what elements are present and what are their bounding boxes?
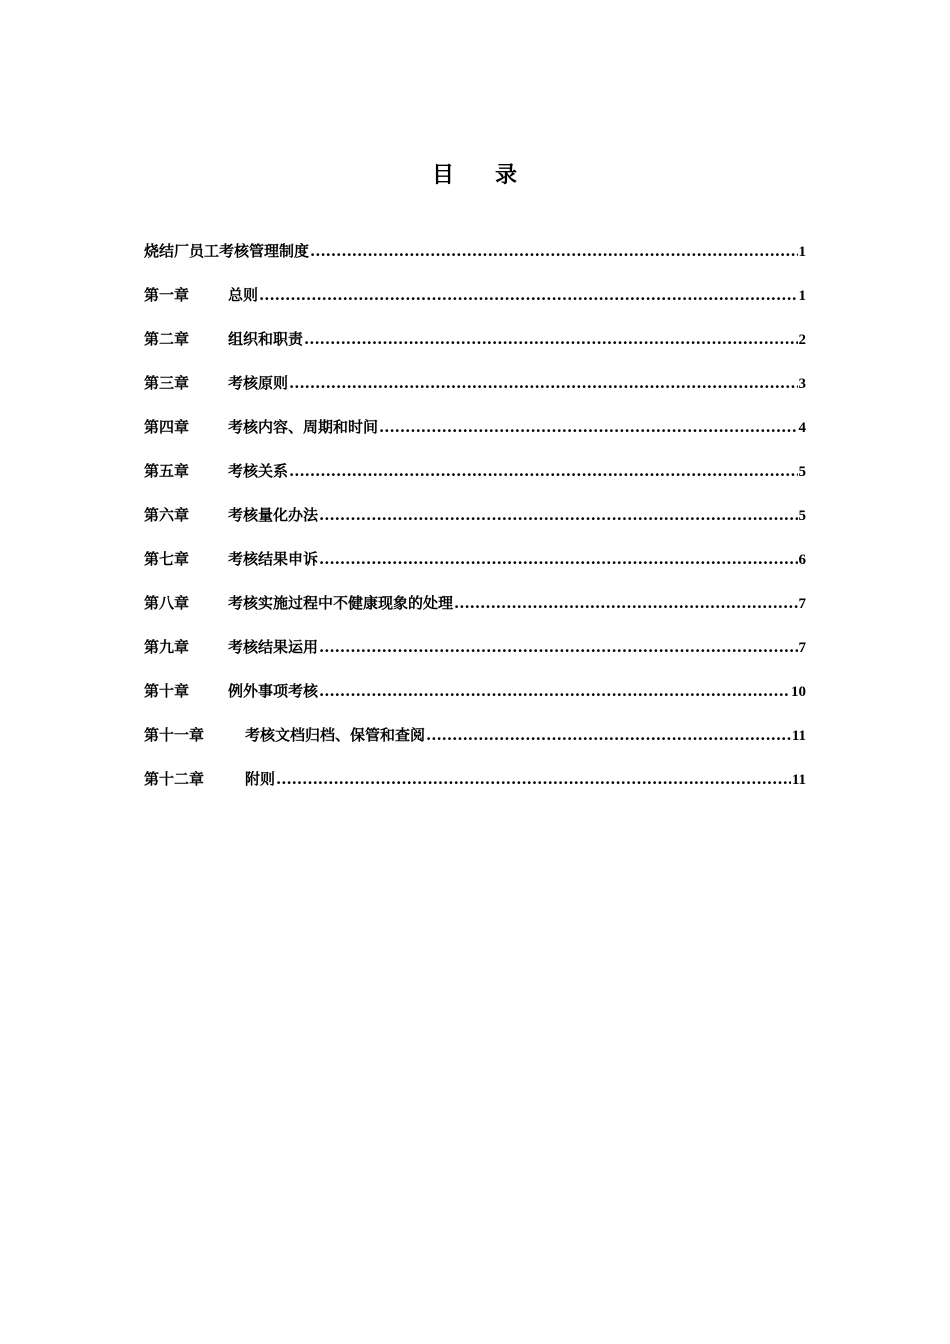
toc-entry-chapter: 第三章 — [144, 374, 190, 392]
toc-entry-page: 7 — [798, 640, 806, 656]
toc-entry-chapter: 第七章 — [144, 550, 190, 568]
toc-leader-dots — [289, 374, 797, 392]
toc-entry-text: 例外事项考核 — [228, 682, 319, 700]
toc-leader-dots — [319, 550, 797, 568]
toc-entry-chapter: 第五章 — [144, 462, 190, 480]
toc-leader-dots — [454, 594, 797, 612]
toc-entry-chapter: 第八章 — [144, 594, 190, 612]
toc-entry-page: 10 — [791, 684, 806, 700]
toc-entry-text: 考核实施过程中不健康现象的处理 — [228, 594, 454, 612]
toc-entry-page: 11 — [791, 728, 806, 744]
toc-entry-chapter-2[interactable] — [144, 328, 806, 372]
toc-entry-page: 5 — [798, 464, 806, 480]
toc-entry-chapter-1[interactable] — [144, 284, 806, 328]
toc-entry-chapter-8[interactable] — [144, 592, 806, 636]
toc-entry-text: 考核结果申诉 — [228, 550, 319, 568]
toc-entry-page: 1 — [798, 288, 806, 304]
toc-entry-text: 考核内容、周期和时间 — [228, 418, 379, 436]
toc-entry-chapter-6[interactable] — [144, 504, 806, 548]
toc-title-char-2: 录 — [495, 162, 519, 188]
toc-leader-dots — [304, 330, 797, 348]
toc-list — [144, 240, 806, 812]
toc-leader-dots — [276, 770, 791, 788]
toc-leader-dots — [289, 462, 797, 480]
toc-entry-page: 2 — [798, 332, 806, 348]
toc-entry-document-title[interactable] — [144, 240, 806, 284]
toc-entry-page: 3 — [798, 376, 806, 392]
toc-leader-dots — [426, 726, 791, 744]
toc-entry-chapter-11[interactable] — [144, 724, 806, 768]
toc-entry-page: 7 — [798, 596, 806, 612]
toc-entry-text: 烧结厂员工考核管理制度 — [144, 242, 310, 260]
toc-entry-text: 考核结果运用 — [228, 638, 319, 656]
toc-entry-text: 总则 — [228, 286, 259, 304]
toc-entry-chapter: 第六章 — [144, 506, 190, 524]
toc-entry-page: 4 — [798, 420, 806, 436]
toc-entry-chapter-7[interactable] — [144, 548, 806, 592]
toc-entry-text: 考核关系 — [228, 462, 289, 480]
toc-entry-chapter: 第十一章 — [144, 726, 205, 744]
toc-entry-chapter-3[interactable] — [144, 372, 806, 416]
toc-entry-chapter: 第二章 — [144, 330, 190, 348]
toc-leader-dots — [319, 506, 797, 524]
toc-entry-page: 1 — [798, 244, 806, 260]
toc-title-char-1: 目 — [431, 162, 455, 188]
toc-entry-chapter: 第十二章 — [144, 770, 205, 788]
toc-leader-dots — [319, 682, 790, 700]
toc-entry-chapter-9[interactable] — [144, 636, 806, 680]
toc-leader-dots — [310, 242, 797, 260]
toc-entry-text: 组织和职责 — [228, 330, 304, 348]
toc-leader-dots — [319, 638, 797, 656]
toc-entry-chapter-12[interactable] — [144, 768, 806, 812]
toc-leader-dots — [259, 286, 797, 304]
toc-entry-chapter-5[interactable] — [144, 460, 806, 504]
toc-entry-page: 5 — [798, 508, 806, 524]
toc-entry-page: 6 — [798, 552, 806, 568]
toc-entry-page: 11 — [791, 772, 806, 788]
toc-leader-dots — [379, 418, 797, 436]
toc-entry-text: 考核量化办法 — [228, 506, 319, 524]
toc-entry-chapter-4[interactable] — [144, 416, 806, 460]
toc-title — [0, 158, 950, 189]
toc-entry-chapter: 第十章 — [144, 682, 190, 700]
toc-entry-text: 考核原则 — [228, 374, 289, 392]
toc-entry-text: 附则 — [245, 770, 276, 788]
toc-entry-chapter: 第九章 — [144, 638, 190, 656]
toc-entry-chapter: 第四章 — [144, 418, 190, 436]
toc-entry-chapter-10[interactable] — [144, 680, 806, 724]
toc-entry-text: 考核文档归档、保管和查阅 — [245, 726, 426, 744]
toc-entry-chapter: 第一章 — [144, 286, 190, 304]
